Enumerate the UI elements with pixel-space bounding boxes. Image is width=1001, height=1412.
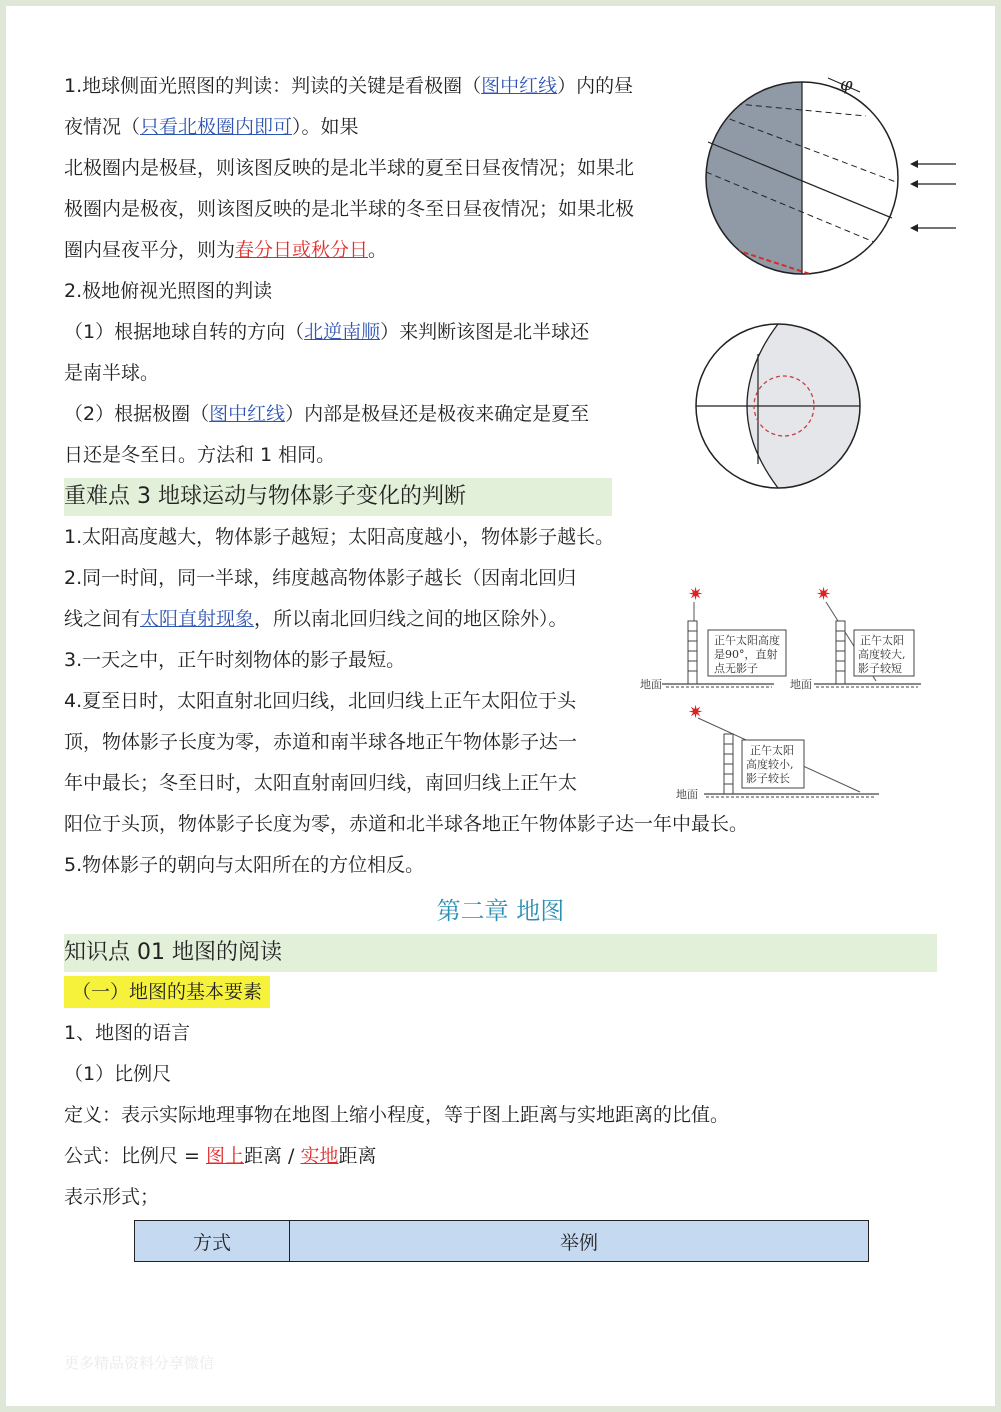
sun-icon: ✷ (688, 702, 704, 723)
sun-icon: ✷ (688, 584, 704, 605)
highlight-link: 太阳直射现象 (140, 608, 255, 630)
figure-label: 正午太阳 (750, 744, 794, 757)
text-line: 北极圈内是极昼，则该图反映的是北半球的夏至日昼夜情况；如果北 (64, 157, 635, 179)
polar-view-diagram (696, 324, 866, 494)
figure-label: 正午太阳高度 (714, 634, 780, 647)
text-line: 3.一天之中，正午时刻物体的影子最短。 (64, 649, 406, 671)
text-line: 2.极地俯视光照图的判读 (64, 280, 273, 302)
text-line: 1.太阳高度越大，物体影子越短；太阳高度越小，物体影子越长。 (64, 526, 615, 548)
text-line: 是南半球。 (64, 362, 160, 384)
text-line: 极圈内是极夜，则该图反映的是北半球的冬至日昼夜情况；如果北极 (64, 198, 635, 220)
figure-label: 影子较短 (858, 662, 902, 675)
text-line: （1）比例尺 (64, 1063, 172, 1085)
section-header: 重难点 3 地球运动与物体影子变化的判断 (64, 478, 612, 516)
subsection-title: （一）地图的基本要素 (64, 976, 270, 1008)
figure-label: 点无影子 (714, 662, 758, 675)
figure-label: 是90°，直射 (714, 648, 778, 661)
scale-table (134, 1220, 869, 1262)
ground-label: 地面 (790, 678, 812, 691)
text-line: 夜情况（只看北极圈内即可）。如果 (64, 116, 359, 138)
highlight-link: 只看北极圈内即可 (140, 116, 293, 138)
text-line: 定义：表示实际地理事物在地图上缩小程度，等于图上距离与实地距离的比值。 (64, 1104, 730, 1126)
text-line: 线之间有太阳直射现象，所以南北回归线之间的地区除外）。 (64, 608, 568, 630)
text-line: 阳位于头顶，物体影子长度为零，赤道和北半球各地正午物体影子达一年中最长。 (64, 813, 749, 835)
text-line: （2）根据极圈（图中红线）内部是极昼还是极夜来确定是夏至 (64, 403, 590, 425)
text-line: 1、地图的语言 (64, 1022, 191, 1044)
figure-label: 高度较小, (746, 758, 794, 771)
text-line: 顶，物体影子长度为零，赤道和南半球各地正午物体影子达一 (64, 731, 578, 753)
figure-label: 高度较大, (858, 648, 906, 661)
shadow-diagram-direct (634, 576, 784, 691)
text-line: 日还是冬至日。方法和 1 相同。 (64, 444, 336, 466)
side-illumination-diagram (706, 72, 966, 282)
ground-label: 地面 (676, 788, 698, 801)
text-line: （1）根据地球自转的方向（北逆南顺）来判断该图是北半球还 (64, 321, 590, 343)
knowledge-point-header: 知识点 01 地图的阅读 (64, 934, 937, 972)
highlight-red: 春分日或秋分日 (235, 239, 369, 261)
table-header-cell: 举例 (290, 1221, 869, 1262)
text-line: 圈内昼夜平分，则为春分日或秋分日。 (64, 239, 388, 261)
text-line: 年中最长；冬至日时，太阳直射南回归线，南回归线上正午太 (64, 772, 578, 794)
phi-label: φ (840, 74, 853, 95)
shadow-diagram-long (674, 694, 894, 804)
table-header-cell: 方式 (135, 1221, 290, 1262)
figure-label: 正午太阳 (860, 634, 904, 647)
figure-label: 影子较长 (746, 772, 790, 785)
text-line: 表示形式； (64, 1186, 160, 1208)
text-line: 5.物体影子的朝向与太阳所在的方位相反。 (64, 854, 425, 876)
text-line: 4.夏至日时，太阳直射北回归线，北回归线上正午太阳位于头 (64, 690, 577, 712)
table-header-row (135, 1221, 869, 1262)
text-line: 2.同一时间，同一半球，纬度越高物体影子越长（因南北回归 (64, 567, 577, 589)
footer-watermark: 更多精品资料分享微信 (64, 1354, 215, 1372)
shadow-diagram-short (786, 576, 926, 691)
ground-label: 地面 (640, 678, 662, 691)
highlight-link: 图中红线 (481, 75, 558, 97)
chapter-title: 第二章 地图 (436, 897, 565, 925)
highlight-link: 图中红线 (209, 403, 286, 425)
sun-icon: ✷ (816, 584, 832, 605)
highlight-red: 图上 (206, 1145, 245, 1167)
highlight-red: 实地 (300, 1145, 339, 1167)
text-line: 公式：比例尺 = 图上距离 / 实地距离 (64, 1145, 377, 1167)
highlight-link: 北逆南顺 (304, 321, 381, 343)
page (6, 6, 995, 1406)
text-line: 1.地球侧面光照图的判读：判读的关键是看极圈（图中红线）内的昼 (64, 75, 634, 97)
